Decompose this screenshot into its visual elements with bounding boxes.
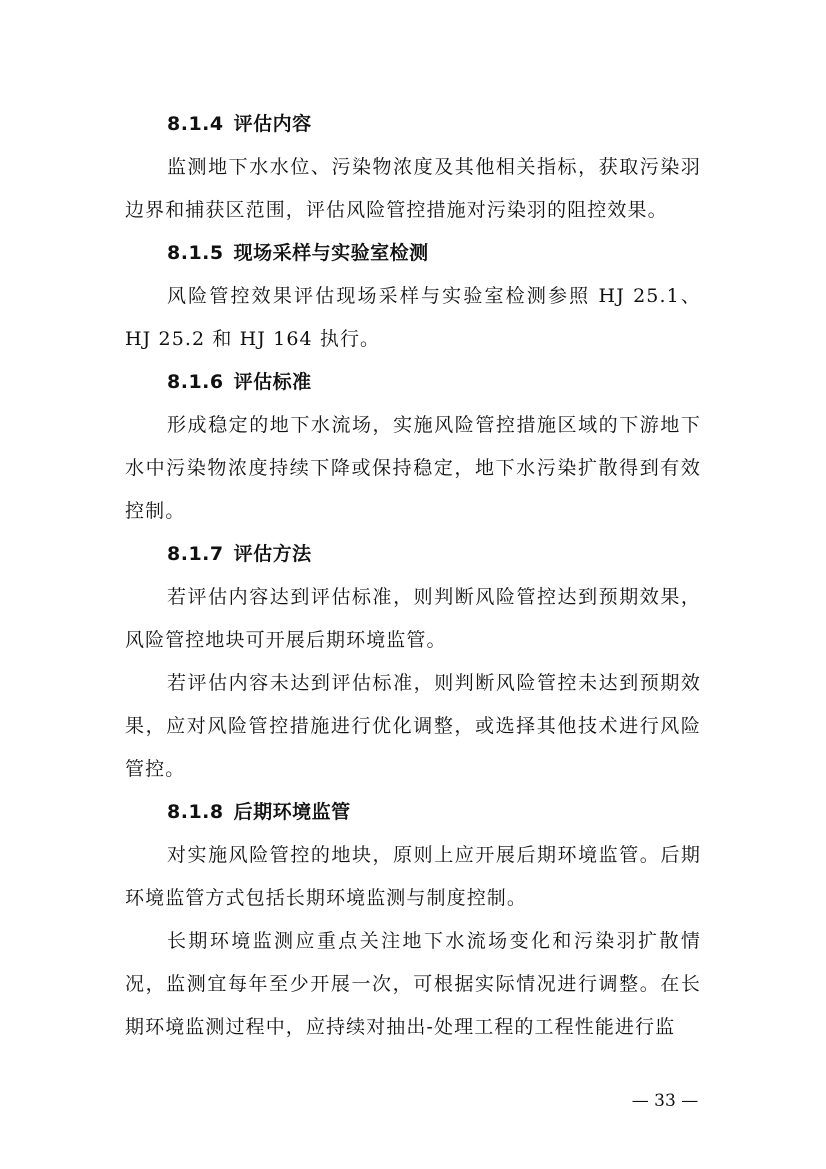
page-number: — 33 — bbox=[631, 1091, 699, 1111]
section-title: 现场采样与实验室检测 bbox=[233, 242, 429, 264]
section-number: 8.1.6 bbox=[167, 371, 224, 393]
paragraph: 风险管控效果评估现场采样与实验室检测参照 HJ 25.1、HJ 25.2 和 HJ 164 执行。 bbox=[125, 285, 701, 350]
section-number: 8.1.5 bbox=[167, 242, 224, 264]
paragraph: 长期环境监测应重点关注地下水流场变化和污染羽扩散情况，监测宜每年至少开展一次，可根据实际情况进行调整。在长期环境监测过程中，应持续对抽出-处理工程的工程性能进行监 bbox=[125, 930, 701, 1038]
section-heading-8-1-5 bbox=[125, 232, 701, 275]
paragraph: 对实施风险管控的地块，原则上应开展后期环境监管。后期环境监管方式包括长期环境监测与制度控制。 bbox=[125, 844, 701, 909]
page-footer bbox=[0, 1086, 826, 1116]
paragraph: 若评估内容达到评估标准，则判断风险管控达到预期效果，风险管控地块可开展后期环境监管。 bbox=[125, 586, 701, 651]
paragraph: 监测地下水水位、污染物浓度及其他相关指标，获取污染羽边界和捕获区范围，评估风险管控措施对污染羽的阻控效果。 bbox=[125, 156, 701, 221]
section-number: 8.1.4 bbox=[167, 113, 224, 135]
section-title: 评估标准 bbox=[233, 371, 312, 393]
page-content bbox=[125, 103, 701, 1049]
paragraph: 若评估内容未达到评估标准，则判断风险管控未达到预期效果，应对风险管控措施进行优化调整，或选择其他技术进行风险管控。 bbox=[125, 672, 701, 780]
section-heading-8-1-7 bbox=[125, 533, 701, 576]
section-title: 评估内容 bbox=[233, 113, 312, 135]
section-heading-8-1-8 bbox=[125, 791, 701, 834]
section-number: 8.1.8 bbox=[167, 801, 224, 823]
section-title: 后期环境监管 bbox=[233, 801, 351, 823]
section-heading-8-1-6 bbox=[125, 361, 701, 404]
section-title: 评估方法 bbox=[233, 543, 312, 565]
paragraph: 形成稳定的地下水流场，实施风险管控措施区域的下游地下水中污染物浓度持续下降或保持稳定，地下水污染扩散得到有效控制。 bbox=[125, 414, 701, 522]
section-heading-8-1-4 bbox=[125, 103, 701, 146]
section-number: 8.1.7 bbox=[167, 543, 224, 565]
